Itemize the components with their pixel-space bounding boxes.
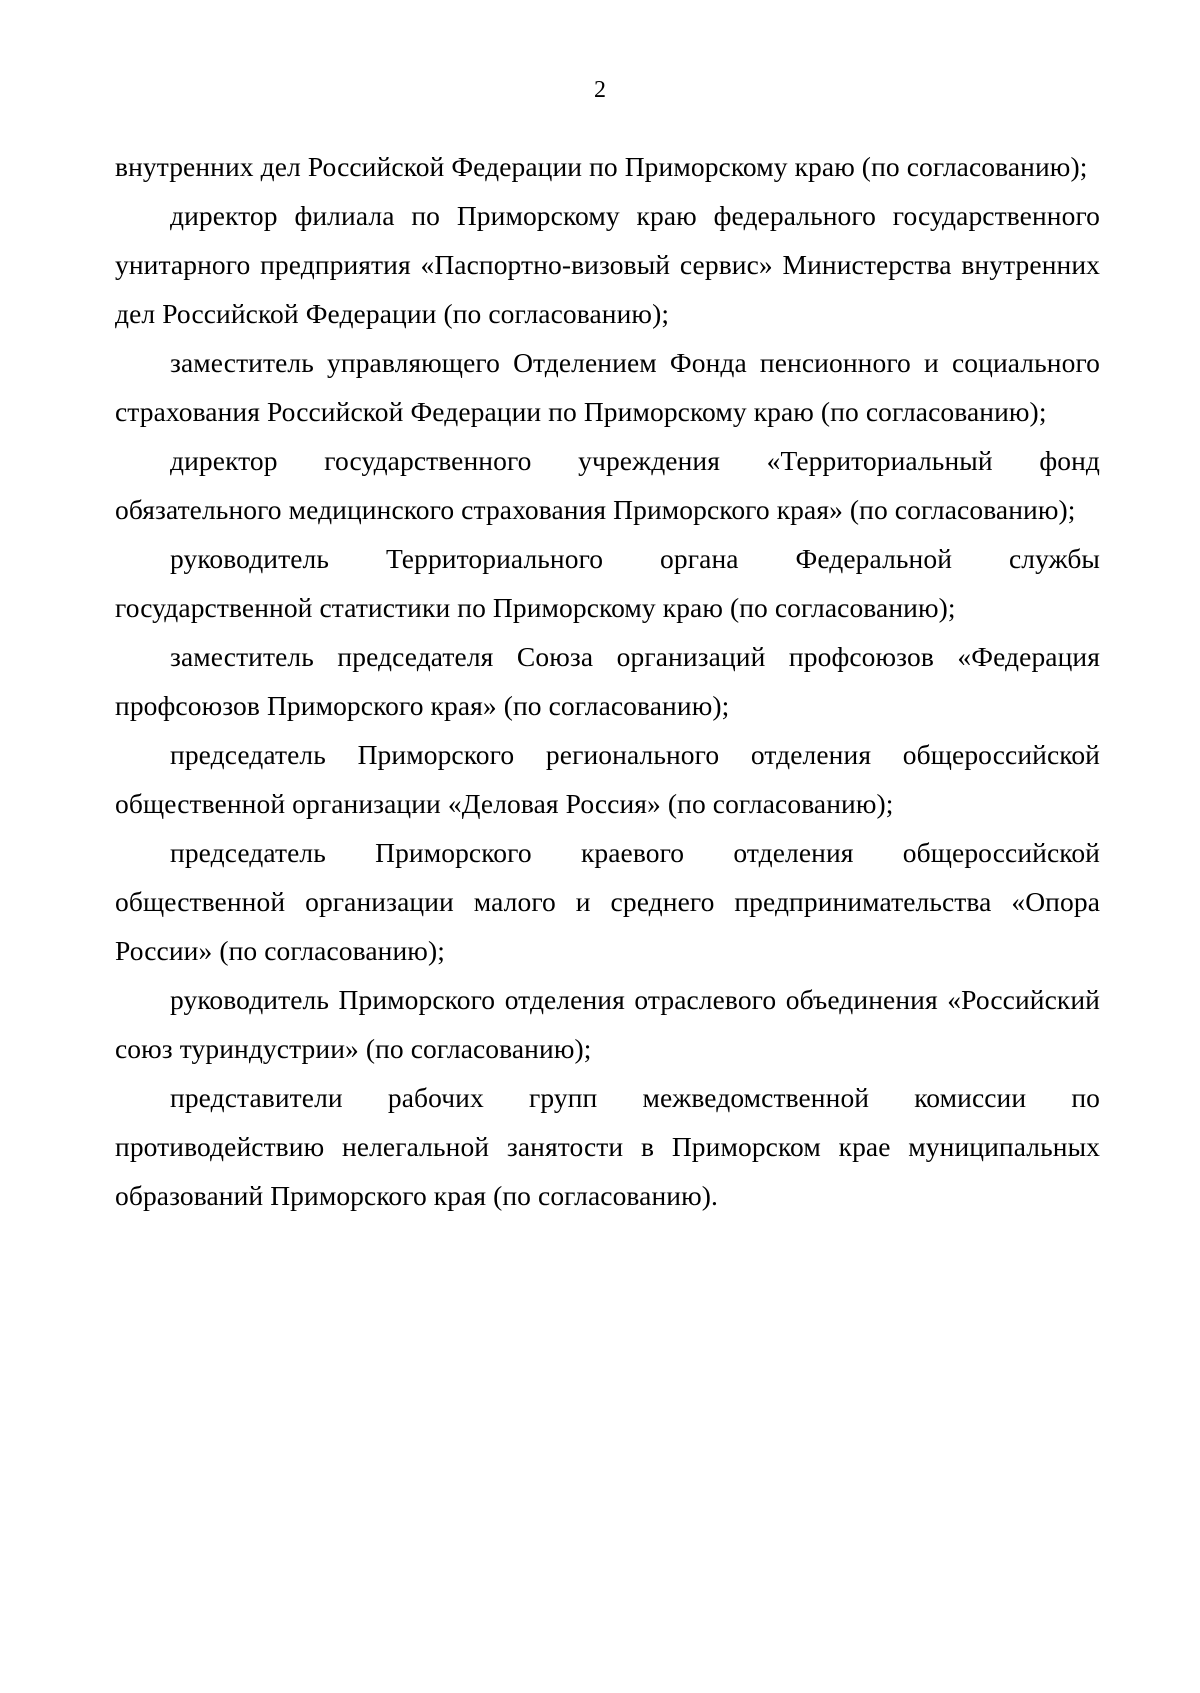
- paragraph-9: руководитель Приморского отделения отраслевого объединения «Российский союз туриндустрии» (по согласованию);: [115, 984, 1100, 1064]
- page-number: 2: [594, 77, 606, 103]
- paragraph-5: руководитель Территориального органа Федеральной службы государственной статистики по Приморскому краю (по согласованию);: [115, 543, 1100, 623]
- paragraph-7: председатель Приморского регионального отделения общероссийской общественной организации «Деловая Россия» (по согласованию);: [115, 739, 1100, 819]
- paragraph-3: заместитель управляющего Отделением Фонда пенсионного и социального страхования Российской Федерации по Приморскому краю (по согласованию);: [115, 347, 1100, 427]
- paragraph-6: заместитель председателя Союза организаций профсоюзов «Федерация профсоюзов Приморского края» (по согласованию);: [115, 641, 1100, 721]
- paragraph-10: представители рабочих групп межведомственной комиссии по противодействию нелегальной занятости в Приморском крае муниципальных образований Приморского края (по согласованию).: [115, 1082, 1100, 1211]
- document-body: [115, 142, 1100, 1220]
- paragraph-4: директор государственного учреждения «Территориальный фонд обязательного медицинского страхования Приморского края» (по согласованию);: [115, 445, 1100, 525]
- paragraph-1: внутренних дел Российской Федерации по Приморскому краю (по согласованию);: [115, 151, 1088, 182]
- paragraph-8: председатель Приморского краевого отделения общероссийской общественной организации малого и среднего предпринимательства «Опора России» (по согласованию);: [115, 837, 1100, 966]
- paragraph-2: директор филиала по Приморскому краю федерального государственного унитарного предприятия «Паспортно-визовый сервис» Министерства внутренних дел Российской Федерации (по согласованию);: [115, 200, 1100, 329]
